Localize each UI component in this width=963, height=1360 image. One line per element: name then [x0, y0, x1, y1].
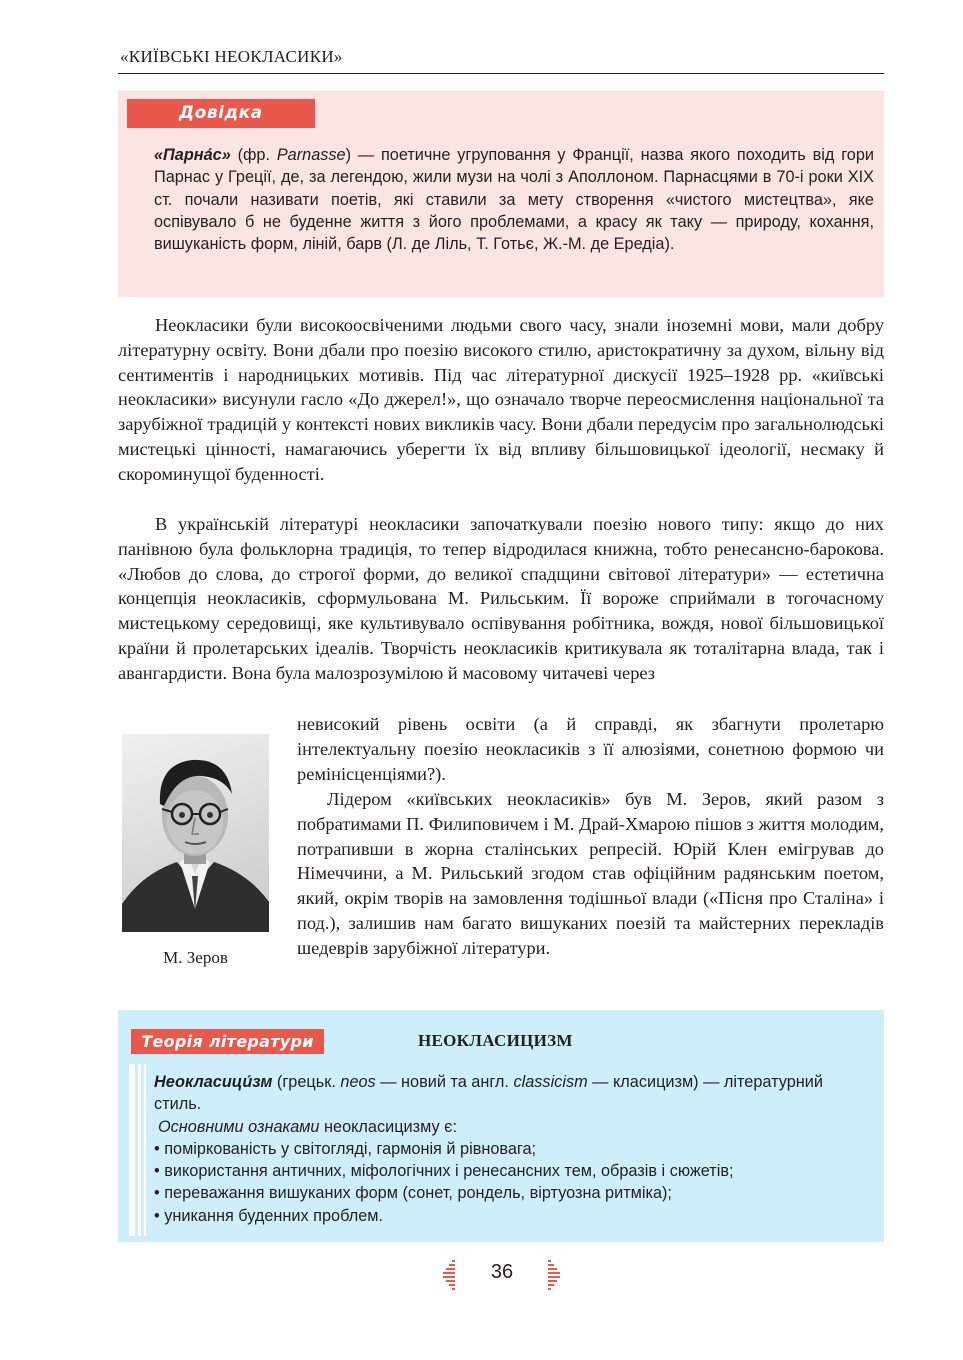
running-header-title: «КИЇВСЬКІ НЕОКЛАСИКИ»	[120, 47, 343, 66]
reference-text-part: ) — поетичне угруповання у Франції, назва якого походить від гори Парнас у Греції, де, за легендою, жили музи на чолі з Аполлоном. Парнасцями в 70-і роки XIX ст. почали називати поетів, які ставили за мету створення «чистого мистецтва», яке оспівувало б не буденне життя з його проблемами, а красу як таку — природу, кохання, вишуканість форм, ліній, барв (Л. де Ліль, Т. Готьє, Ж.-М. де Ередіа).	[154, 146, 874, 254]
page-number: 36	[490, 1261, 514, 1283]
theory-bullet: • уникання буденних проблем.	[154, 1206, 383, 1225]
theory-decorative-bars	[129, 1064, 147, 1236]
theory-bullet: • використання античних, міфологічних і ренесансних тем, образів і сюжетів;	[154, 1162, 734, 1181]
theory-features-rest: неокласицизму є:	[319, 1117, 457, 1136]
reference-text	[154, 144, 874, 255]
reference-label: Довідка	[127, 99, 315, 128]
theory-text	[154, 1071, 874, 1227]
theory-english-word: classicism	[513, 1073, 588, 1091]
body-paragraph-1: Неокласики були високоосвіченими людьми свого часу, знали іноземні мови, мали добру літературну освіту. Вони дбали про поезію високого стилю, аристократичну за духом, вільну від сентиментів і народницьких мотивів. Під час літературної дискусії 1925–1928 рр. «київські неокласики» висунули гасло «До джерел!», що означало творче переосмислення національної та зарубіжної традицій у контексті нових викликів часу. Вони дбали передусім про загальнолюдські мистецькі цінності, намагаючись уберегти їх від впливу більшовицької ідеології, несмаку й скороминущої буденності.	[118, 315, 884, 484]
portrait-caption: М. Зеров	[163, 948, 228, 967]
theory-text-part: — класицизм) — літературний стиль.	[154, 1073, 823, 1114]
running-header	[118, 44, 884, 74]
theory-bullet: • переважання вишуканих форм (сонет, рондель, віртуозна ритміка);	[154, 1184, 672, 1203]
theory-box	[118, 1010, 884, 1242]
theory-features-intro	[154, 1116, 874, 1138]
theory-greek-word: neos	[340, 1073, 376, 1091]
theory-text-part: (грецьк.	[272, 1073, 341, 1091]
body-paragraph-3: невисокий рівень освіти (а й справді, як збагнути пролетарю інтелектуальну поезію неокласиків з її алюзіями, сонетною формою чи ремінісценціями?).	[297, 714, 884, 784]
portrait-photo	[122, 734, 269, 932]
body-paragraph-2: В українській літературі неокласики започаткували поезію нового типу: якщо до них панівною була фольклорна традиція, то тепер відродилася книжна, тобто ренесансно-барокова. «Любов до слова, до строгої форми, до великої спадщини світової літератури» — естетична концепція неокласиків, сформульована М. Рильським. Її вороже сприймали в тогочасному мистецькому середовищі, яке культивувало оспівування робітника, вождя, нової більшовицької країни й пролетарських ідеалів. Творчість неокласиків критикувала як тоталітарна влада, так і авангардисти. Вона була малозрозумілою й масовому читачеві через	[118, 514, 884, 683]
theory-features-em: Основними ознаками	[158, 1117, 320, 1136]
page-number-block	[440, 1257, 564, 1293]
theory-label: Теорія літератури	[131, 1029, 324, 1054]
theory-title: НЕОКЛАСИЦИЗМ	[418, 1031, 573, 1050]
reference-box	[118, 91, 884, 297]
theory-definition	[154, 1071, 874, 1116]
theory-term: Неокласици́зм	[154, 1073, 273, 1091]
portrait-illustration	[122, 734, 269, 932]
reference-text-part: (фр.	[230, 146, 277, 164]
body-paragraph-4: Лідером «київських неокласиків» був М. Зеров, який разом з побратимами П. Филиповичем і М. Драй-Хмарою пішов з життя молодим, потрапивши в жорна сталінських репресій. Юрій Клен емігрував до Німеччини, а М. Рильський згодом став офіційним радянським поетом, який, окрім творів на замовлення тодішньої влади («Пісня про Сталіна» і под.), залишив нам багато вишуканих поезій та майстерних перекладів шедеврів зарубіжної літератури.	[297, 789, 884, 958]
theory-text-part: — новий та англ.	[375, 1073, 514, 1091]
theory-bullet: • поміркованість у світогляді, гармонія й рівновага;	[154, 1139, 537, 1158]
reference-foreign-word: Parnasse	[276, 146, 346, 164]
reference-term: «Парна́с»	[154, 146, 231, 164]
